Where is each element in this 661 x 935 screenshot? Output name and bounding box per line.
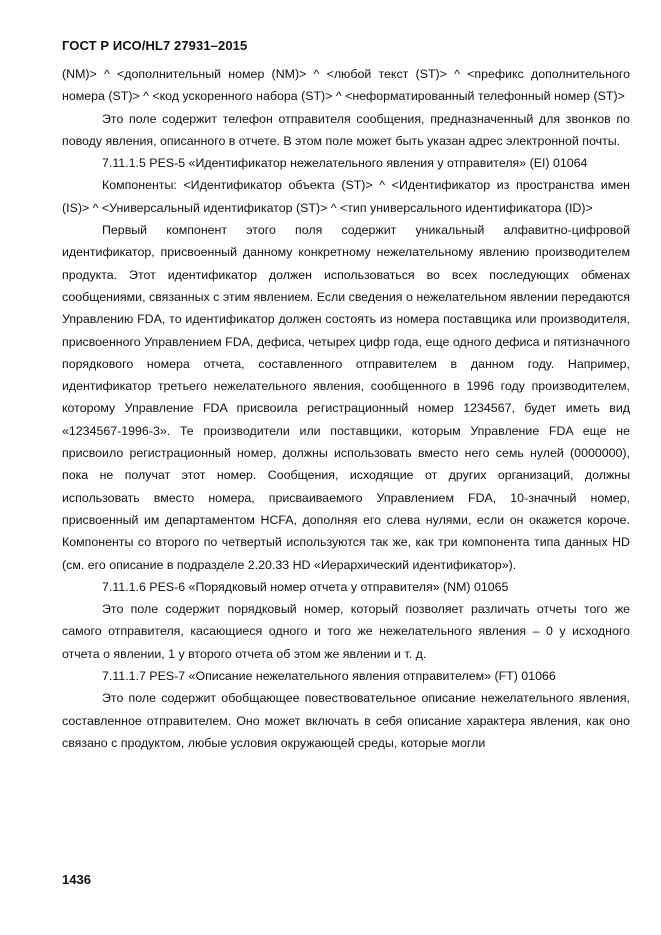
section-heading-pes-6: 7.11.1.6 PES-6 «Порядковый номер отчета у отправителя» (NM) 01065: [102, 579, 509, 594]
document-header: ГОСТ Р ИСО/HL7 27931–2015: [62, 38, 248, 53]
section-heading-pes-5: 7.11.1.5 PES-5 «Идентификатор нежелательного явления у отправителя» (EI) 01064: [102, 156, 588, 171]
paragraph-event-description: Это поле содержит обобщающее повествовательное описание нежелательного явления, составленное отправителем. Оно может включать в себя описание характера явления, как оно связано с продуктом, любые условия окружающей среды, которые могли: [62, 691, 630, 750]
section-heading-pes-7: 7.11.1.7 PES-7 «Описание нежелательного явления отправителем» (FT) 01066: [102, 669, 556, 684]
paragraph-components: Компоненты: <Идентификатор объекта (ST)> ^ <Идентификатор из пространства имен (IS)> ^ <Универсальный идентификатор (ST)> ^ <тип универсального идентификатора (ID)>: [62, 178, 630, 215]
paragraph-sequence-number: Это поле содержит порядковый номер, который позволяет различать отчеты того же самого отправителя, касающиеся одного и того же нежелательного явления – 0 у исходного отчета о явлении, 1 у второго отчета об этом же явлении и т. д.: [62, 602, 630, 661]
document-body: [62, 63, 630, 754]
paragraph-first-component: Первый компонент этого поля содержит уникальный алфавитно-цифровой идентификатор, присвоенный данному конкретному нежелательному явлению производителем продукта. Этот идентификатор должен использоваться во всех последующих обменах сообщениями, связанных с этим явлением. Если сведения о нежелательном явлении передаются Управлению FDA, то идентификатор должен состоять из номера поставщика или производителя, присвоенного Управлением FDA, дефиса, четырех цифр года, еще одного дефиса и пятизначного порядкового номера отчета, составленного отправителем в данном году. Например, идентификатор третьего нежелательного явления, сообщенного в 1996 году производителем, которому Управление FDA присвоила регистрационный номер 1234567, будет иметь вид «1234567-1996-3». Те производители или поставщики, которым Управление FDA еще не присвоило регистрационный номер, должны использовать вместо него семь нулей (0000000), пока не получат этот номер. Сообщения, исходящие от других организаций, должны использовать вместо номера, присваиваемого Управлением FDA, 10-значный номер, присвоенный им департаментом HCFA, дополняя его слева нулями, если он окажется короче. Компоненты со второго по четвертый используются так же, как три компонента типа данных HD (см. его описание в подразделе 2.20.33 HD «Иерархический идентификатор»).: [62, 223, 630, 572]
paragraph-continuation: (NM)> ^ <дополнительный номер (NM)> ^ <любой текст (ST)> ^ <префикс дополнительного номера (ST)> ^ <код ускоренного набора (ST)> ^ <неформатированный телефонный номер (ST)>: [62, 67, 630, 104]
paragraph-sender-phone: Это поле содержит телефон отправителя сообщения, предназначенный для звонков по поводу явления, описанного в отчете. В этом поле может быть указан адрес электронной почты.: [62, 111, 630, 148]
page-number: 1436: [62, 872, 91, 887]
